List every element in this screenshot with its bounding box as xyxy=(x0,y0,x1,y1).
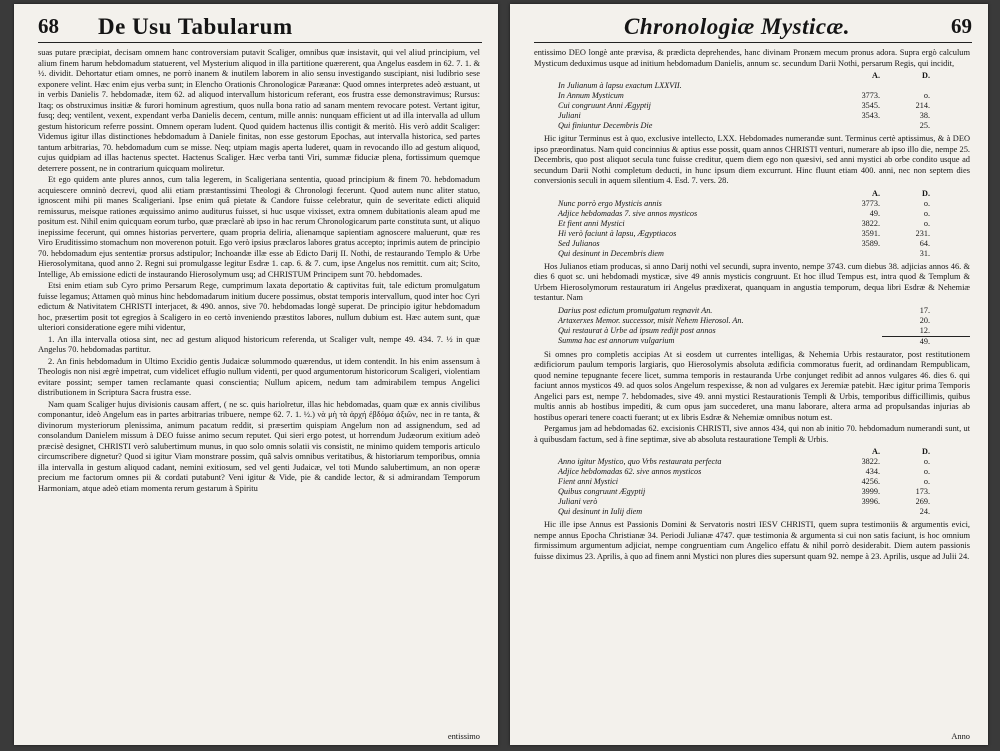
paragraph: Etsi enim etiam sub Cyro primo Persarum Rege, cumprimum laxata deportatio & captivitas fuit, tale edictum promulgatum fuisse legamus; Attamen quò minus hinc hebdomadarum initium ducere possimus, obstat temporis intervallum, quod inter hoc Cyri edictum & Nativitatem CHRISTI interjacet, & 490. annos, sive 70. hebdomadas longè superat. De principio igitur hebdomadum hoc, præsertim posit tot egregios à Scaligero in eo certò inveniendo præstitos labores, nullum dubium est. Hæc autem sunt, quæ ulteriori consideratione egere mihi videntur, xyxy=(38,281,480,332)
table-row: Hi verò faciunt à lapsu, Ægyptiacos 3591. 231. xyxy=(558,228,930,238)
table-row: Qui desinunt in Decembris diem 31. xyxy=(558,248,930,258)
page-header-left xyxy=(38,12,482,43)
table-row: Adjice hebdomadas 62. sive annos mysticos 434. o. xyxy=(558,467,930,476)
right-page-body xyxy=(534,48,970,739)
table-row: Summa hac est annorum vulgarium 49. xyxy=(534,336,970,347)
table-row: Cui congruunt Anni Ægyptij 3545. 214. xyxy=(558,101,930,110)
page-number-right: 69 xyxy=(951,14,972,38)
table-row: Qui restaurat à Urbe ad ipsum redijt post annos 12. xyxy=(558,325,930,335)
table-row: In Julianum à lapsu exactum LXXVII. xyxy=(558,81,682,90)
page-header-right xyxy=(534,12,972,43)
paragraph: 2. An finis hebdomadum in Ultimo Excidio gentis Judaicæ solummodo quærendus, ut idem contendit. In his enim assensum à Theologis non nisi ægrè impetrat, cum videlicet effugio nullum videnti, per quod argumentorum historicorum Scaligeri, violentiam evitare possint; semper tamen reclamante quasi conscientia; Nullum apicem, nedum tam admirabilem tempus Angelici distributionem in Scriptura Sacra frustra esse. xyxy=(38,356,480,397)
running-head-left: De Usu Tabularum xyxy=(98,14,293,39)
table-row: Quibus congruunt Ægyptij 3999. 173. xyxy=(558,487,930,496)
catchword-left: entissimo xyxy=(447,732,480,741)
paragraph: entissimo DEO longè ante prævisa, & prædicta deprehendes, hanc divinam Pronæm mecum pronus adora. Supra ergò calculum Mysticum deduximus usque ad initium hebdomadum Danielis, annum sc. secundum Darii Nothi, persarum Regis, qui incidit, xyxy=(534,48,970,68)
calculation-table-2 xyxy=(534,189,970,259)
paragraph: Hic igitur Terminus est à quo, exclusive intellecto, LXX. Hebdomades numerandæ sunt. Terminus certè aptissimus, & à DEO ipso præordinatus. Nam quid concinnius & aptius esse possit, quam annos CHRISTI venturi, numerare ab ipso illo die, nempe 25. Decembris, quo post aliquot secula tunc fuisse creditur, quem diem ego non quæsivi, sed anni mystici ab orbe condito usque ad secundum Darii Nothi completum deducti, in hunc ipsum diem excurrunt. Hinc fluunt etiam 400. anni, nec non septem dies conversionis seculi in aquem silentium 4. Esd. 7. vers. 28. xyxy=(534,134,970,185)
table-header-row: A. D. xyxy=(872,71,930,80)
table-row: Anno igitur Mystico, quo Vrbs restaurata perfecta 3822. o. xyxy=(558,457,930,466)
paragraph: 1. An illa intervalla otiosa sint, nec ad gestum aliquod historicum referenda, ut Scaliger vult, nempe 49. 434. 7. ½ in quæ Angelus 70. hebdomadas partitur. xyxy=(38,334,480,354)
table-row: Artaxerxes Memor. successor, misit Nehem Hierosol. An. 20. xyxy=(558,315,930,325)
catchword-right: Anno xyxy=(951,732,970,741)
paragraph: Pergamus jam ad hebdomadas 62. excisionis CHRISTI, sive annos 434, qui non ab initio 70. hebdomadum numerandi sunt, ut à quibusdam factum, sed à fine septimæ, sive ab absoluta restauratione Templi & Urbis. xyxy=(534,424,970,444)
left-page-body xyxy=(38,48,480,739)
table-row: Juliani 3543. 38. xyxy=(558,111,930,120)
paragraph: Nam quam Scaliger hujus divisionis causam affert, ( ne sc. quis hariolretur, illas hic hebdomadas, quam quæ ex annis civilibus componantur, ideò Angelum eas in partes arbitrarias tribuere, nempe 62. 7. 1. ½.) νὰ μὴ τὰ ἀρχή ἐβδόμα ἀξιῶν, nec in re tanta, & divinorum mysteriorum plenissima, animum pacatum reddit, si præsertim quispiam Angelum non ad assignendum, sed ad consolandum Danielem missum à DEO fuisse animo secum reputet. Qui sieri ergo potest, ut horrendum Judæorum exitium adeò præcisè designet, CHRISTI verò salubertimum munus, in quo solo omnis solatii vis consistit, ne minimo quidem temporis articulo circumscribere dignetur? Quod si igitur Viam monstrare possim, quâ salvis omnibus veritatibus, & historiarum temporibus, omnia illa intervalla in gestum aliquod cadant, nemini exitiosum, sed vel genti Judaicæ, vel toti Mundo salubertimum, an non operæ precium me factorum omnes pii & cordati putabunt? Veni igitur & Vide, pie & candide lector, & si admirandam Temporum Harmoniam, atque adeò etiam momenta rerum gestarum à Spiritu xyxy=(38,399,480,493)
paragraph: Et ego quidem ante plures annos, cum talia legerem, in Scaligeriana sententia, quoad principium & finem 70. hebdomadum acquiescere omninò decrevi, quod alii etiam præstantissimi Theologi & Chronologi fecerunt. Quod autem nunc aliter statuo, ignoscent mihi pii manes Scaligeriani. Ipse enim quâ pietate & Candore fuisse celebratur, quin de severitate edicti aliquid remissurus, meisque rationes æquissimo animo auditurus fuisset, si huc usque vixisset, extra omnem dubitationis aleam apud me positum est. Nihil enim quicquam eorum turbo, quæ præclarè ab ipso in hac rerum Chronologicarum parte constituta sunt, ut aliquo inepissime fecerunt, qui omnes historias pervertere, quam propria deliria, alienamque sapientiam agnoscere maluerunt, quæ res Viro Eruditissimo stomachum non moverenon potuit. Ego verò ipsius præclaros labores gratus accepto; inprimis autem de principio 70. hebdomadum ejus sententiæ prorsus adstipulor; Inchoandæ illæ esse ab Edicto Darij II. Nothi, de restaurando Templo & Urbe Hierosolymitana, quod anno 2. Regni sui promulgasse legitur Esdræ 1. cap. 6. & 7. cum, ipse Angelus nos remittit. cum ait; Scito, Intellige, Ab emissione edicti de instaurando Hierosolymum usq; ad CHRISTUM Principem sunt 70. hebdomades. xyxy=(38,175,480,279)
paragraph: Si omnes pro completis accipias At si eosdem ut currentes intelligas, & Nehemia Urbis restaurator, post restitutionem ædificiorum paulum temporis largiaris, quo Hierosolymis absoluta ædificia commoratus fuerit, ad ordinandam Rempublicam, quod nemine tepugnante fecere licet, summa temporis in restauranda Urbe conjunget redibit ad annos vulgares 46. dies 6. qui faciunt annos mysticos 49. ad quos solos Angelum respexisse, & non ad vulgares ex Jeremiæ patebit. Hæc igitur prima Temporis Angelici pars est, nempe 7. hebdomades, sive 49. anni mystici Restaurationis Templi & Urbis, temporibus difficillimis, quibus multis annis ab hostibus impediti, & cum opus jam succederet, una manu laborare, altera arma ad propulsandas injurias ab hostibus operari tenere coacti fuerant; ut ex libris Esdræ & Nehemiæ omnibus notum est. xyxy=(534,349,970,422)
table-row: Qui desinunt in Iulij diem 24. xyxy=(558,507,930,516)
running-head-right: Chronologiæ Mysticæ. xyxy=(624,14,850,39)
table-header-row: A. D. xyxy=(872,188,930,198)
table-row: Sed Julianos 3589. 64. xyxy=(558,238,930,248)
paragraph: Hic ille ipse Annus est Passionis Domini & Servatoris nostri IESV CHRISTI, quem supra testimoniis & argumentis evici, nempe annus Epocha Christianæ 34. Periodi Julianæ 4747. quæ testimonia & argumenta si cui non satis faciunt, is hoc omnium firmissimum argumentum adjiciat, nempe congruentiam cum Angelico effatu & nihil porrò desiderabit. Diem autem passionis fuisse diximus 23. Aprilis, à quo ad finem anni Mystici non plures dies supersunt quam 92. nempe à 23. Aprilis, usque ad Julii 24. xyxy=(534,520,970,561)
left-page xyxy=(14,4,498,745)
right-page xyxy=(510,4,988,745)
table-row: Et fient anni Mystici 3822. o. xyxy=(558,218,930,228)
table-row: Darius post edictum promulgatum regnavit An. 17. xyxy=(558,305,930,315)
table-row: Juliani verò 3996. 269. xyxy=(558,497,930,506)
calculation-table-3 xyxy=(534,306,970,347)
table-row: Fient anni Mystici 4256. o. xyxy=(558,477,930,486)
table-row: Adjice hebdomadas 7. sive annos mysticos 49. o. xyxy=(558,208,930,218)
calculation-table-4 xyxy=(534,447,970,517)
paragraph: suas putare præcipiat, decisam omnem hanc controversiam putavit Scaliger, omnibus quæ insistavit, qui vel aliud principium, vel alium finem harum hebdomadum statuerent, vel Mysterium aliquod in illa partitione quærerent, qua Angelus easdem in 62. 7. 1. & ½. dividit. Dehortatur etiam omnes, ne porrò inanem & inutilem laborem in alio sensu investigando suscipiant, nisi ludibrio sese exponere velint. Hæc enim ejus verba sunt; in Elencho Orationis Chronologicæ Paræanæ: Quod omnes interpretes adeò æstuant, ut in verbis Danielis 7. hebdomadæ, item 62. ad aliquod intervallum historicum referant, eos frustra esse demonstravimus; Rursus: Itaq; os obstruximus insitiæ & furori hominum agrestium, quos nulla bona ratio ad sanam mentem revocare potest. Vertant igitur, fusq; deq; ventilent, vexent, expendant verba Danielis decem, centum, mille annis: nunquam efficient ut ad illa intervalla ad ullum gestum historicum referre possint. Omnem operam ludent. Quod quidem hactenus illis contigit & meritò. His verò addit Scaliger: Videmus igitur illas distinctiones hebdomadum à Daniele finitas, non esse gestorum Epochas, aut intervalla historica, sed partes tantum arbitrarias, 70. hebdomadum cum se misse. Neq; utpiam magis aperta luderet, quam in revocando illo ad gestum aliquod, cujus quidpiam ad illas hactenus spectet. Hactenus Scaliger. Hæc verba tanti Viri, summæ fiduciæ plena, fortissimum quemque deterrere possent, ne in contrarium quicquam moliretur. xyxy=(38,48,480,173)
table-row: In Annum Mysticum 3773. o. xyxy=(558,91,930,100)
page-number-left: 68 xyxy=(38,14,59,38)
table-row: Nunc porrò ergo Mysticis annis 3773. o. xyxy=(558,198,930,208)
table-row: Qui finiuntur Decembris Die 25. xyxy=(558,121,930,130)
table-header-row: A. D. xyxy=(872,447,930,456)
paragraph: Hos Julianos etiam producas, si anno Darij nothi vel secundi, supra invento, nempe 3743. cum diebus 38. adjicias annos 46. & dies 6 quot sc. uni hebdomadi mysticæ, sive 49 annis mysticis congruunt. Et hoc illud Tempus est, intra quod & Templum & Urbem Hierosolymorum restauratum iri Angelus prædixerat, quanquam in angustia temporum, dequa libri Esdræ & Nehemiæ testantur. Nam xyxy=(534,261,970,302)
calculation-table-1 xyxy=(534,71,970,131)
